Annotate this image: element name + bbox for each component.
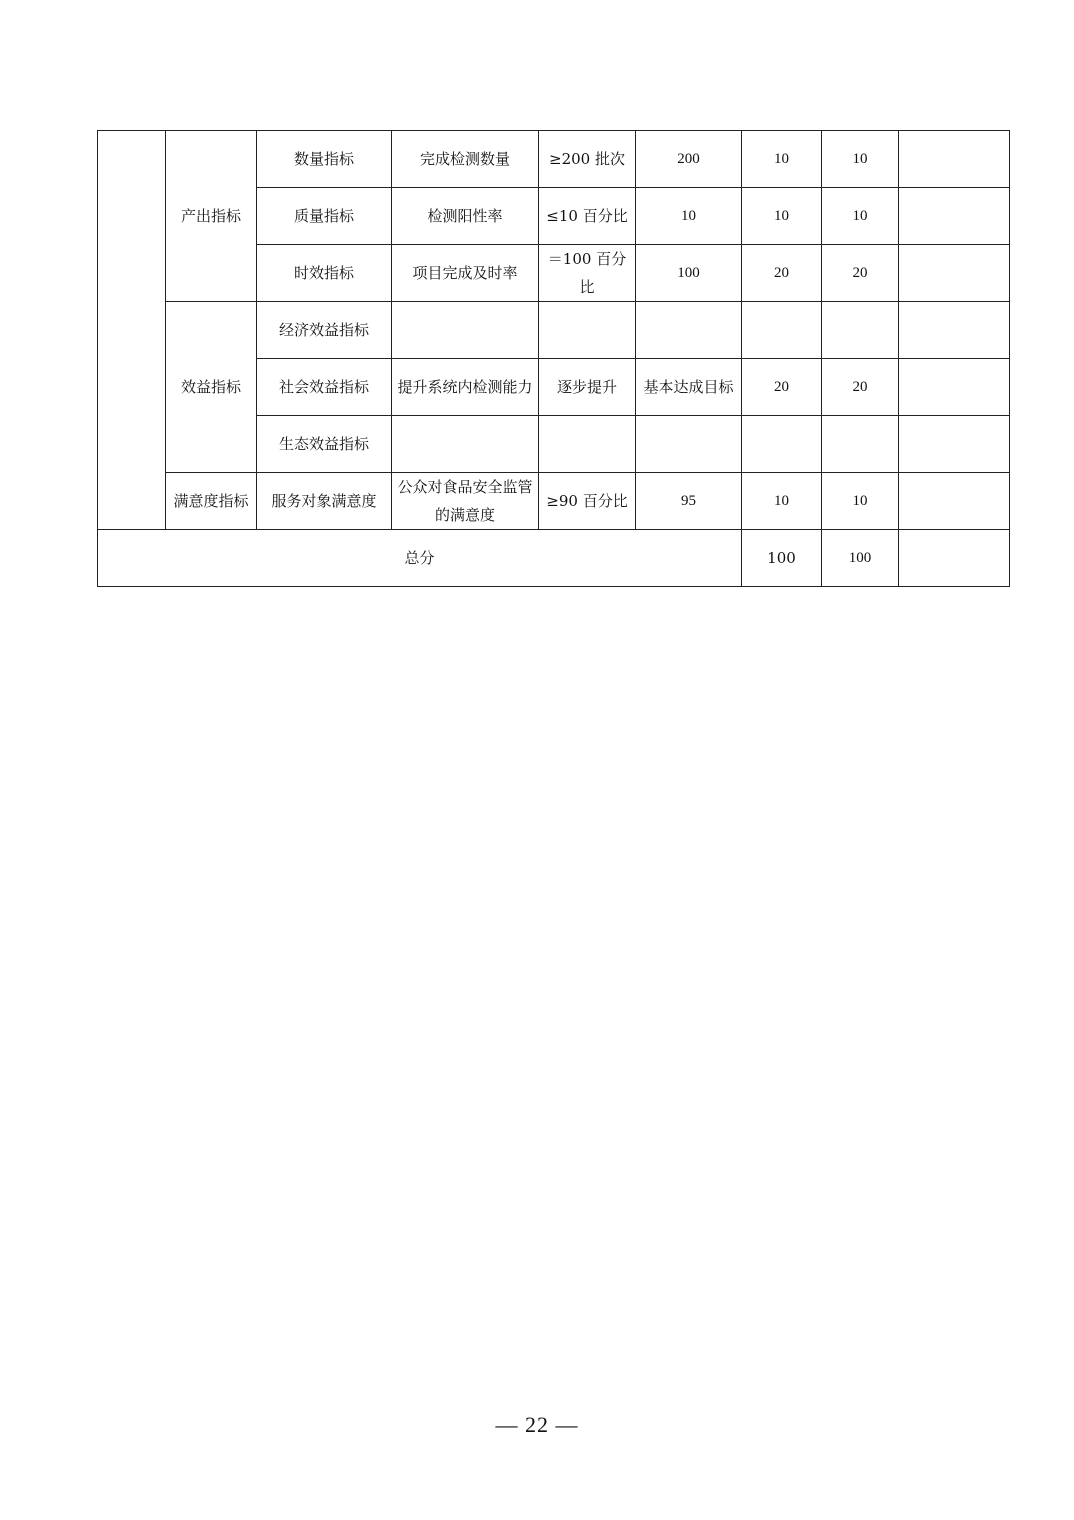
category-output: 产出指标: [166, 131, 257, 302]
target-value: [539, 302, 636, 359]
actual-value: 100: [636, 245, 742, 302]
indicator-name: 项目完成及时率: [392, 245, 539, 302]
target-value: ≤10 百分比: [539, 188, 636, 245]
score-value: 10: [822, 131, 899, 188]
sub-indicator: 社会效益指标: [257, 359, 392, 416]
score-value: 10: [822, 473, 899, 530]
category-satisfaction: 满意度指标: [166, 473, 257, 530]
score-value: 20: [822, 245, 899, 302]
note-cell: [899, 188, 1010, 245]
note-cell: [899, 359, 1010, 416]
actual-value: 95: [636, 473, 742, 530]
category-benefit: 效益指标: [166, 302, 257, 473]
sub-indicator: 经济效益指标: [257, 302, 392, 359]
actual-value: [636, 416, 742, 473]
actual-value: 200: [636, 131, 742, 188]
weight-value: 20: [742, 245, 822, 302]
indicator-name: [392, 416, 539, 473]
table-row: [98, 473, 1010, 530]
indicator-name: 公众对食品安全监管的满意度: [392, 473, 539, 530]
weight-value: [742, 416, 822, 473]
sub-indicator: 质量指标: [257, 188, 392, 245]
indicator-name: [392, 302, 539, 359]
total-label: 总分: [98, 530, 742, 587]
note-cell: [899, 302, 1010, 359]
total-row: [98, 530, 1010, 587]
total-score: 100: [822, 530, 899, 587]
weight-value: 10: [742, 188, 822, 245]
sub-indicator: 时效指标: [257, 245, 392, 302]
score-value: 10: [822, 188, 899, 245]
target-value: 逐步提升: [539, 359, 636, 416]
note-cell: [899, 245, 1010, 302]
sub-indicator: 服务对象满意度: [257, 473, 392, 530]
target-value: ＝100 百分比: [539, 245, 636, 302]
target-value: [539, 416, 636, 473]
note-cell: [899, 416, 1010, 473]
indicator-name: 提升系统内检测能力: [392, 359, 539, 416]
score-value: 20: [822, 359, 899, 416]
total-note: [899, 530, 1010, 587]
performance-indicator-table: [97, 130, 1010, 587]
score-value: [822, 416, 899, 473]
score-value: [822, 302, 899, 359]
table-row: [98, 302, 1010, 359]
actual-value: 基本达成目标: [636, 359, 742, 416]
weight-value: 10: [742, 131, 822, 188]
actual-value: [636, 302, 742, 359]
weight-value: 10: [742, 473, 822, 530]
indicator-name: 完成检测数量: [392, 131, 539, 188]
target-value: ≥90 百分比: [539, 473, 636, 530]
table-row: [98, 131, 1010, 188]
total-weight: 100: [742, 530, 822, 587]
note-cell: [899, 131, 1010, 188]
target-value: ≥200 批次: [539, 131, 636, 188]
note-cell: [899, 473, 1010, 530]
level1-category-cell: [98, 131, 166, 530]
indicator-name: 检测阳性率: [392, 188, 539, 245]
sub-indicator: 数量指标: [257, 131, 392, 188]
page-number: — 22 —: [495, 1412, 579, 1437]
actual-value: 10: [636, 188, 742, 245]
weight-value: 20: [742, 359, 822, 416]
sub-indicator: 生态效益指标: [257, 416, 392, 473]
weight-value: [742, 302, 822, 359]
